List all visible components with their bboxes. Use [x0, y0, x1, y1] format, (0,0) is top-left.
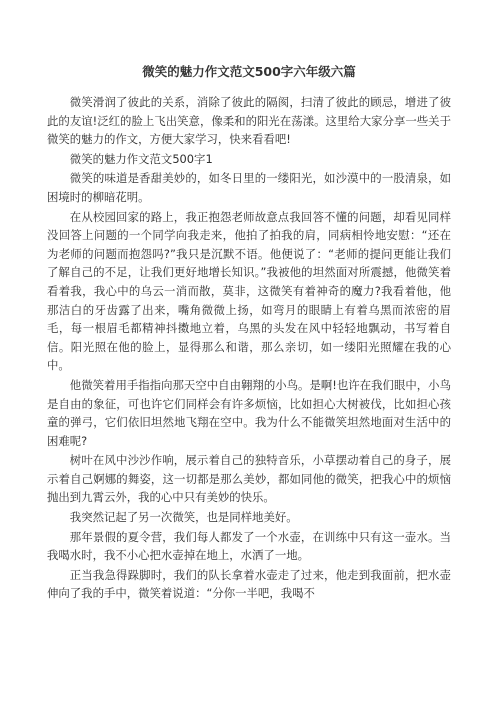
intro-paragraph: 微笑滑润了彼此的关系，消除了彼此的隔阂，扫清了彼此的顾忌，增进了彼此的友谊!泛红的脸上飞出笑意，像柔和的阳光在荡漾。这里给大家分享一些关于微笑的魅力的作文，方便大家学习，快来看看吧! — [47, 95, 451, 147]
document-title: 微笑的魅力作文范文500字六年级六篇 — [142, 64, 356, 79]
body-paragraph: 微笑的味道是香甜美妙的，如冬日里的一缕阳光，如沙漠中的一股清泉，如困境时的柳暗花明。 — [47, 171, 451, 204]
body-paragraph: 他微笑着用手指指向那天空中自由翱翔的小鸟。是啊!也许在我们眼中，小鸟是自由的象征，可也许它们同样会有许多烦恼，比如担心大树被伐，比如担心孩童的弹弓，它们依旧坦然地飞翔在空中。我为什么不能微笑坦然地面对生活中的困难呢? — [47, 377, 451, 448]
body-paragraph: 树叶在风中沙沙作响，展示着自己的独特音乐，小草摆动着自己的身子，展示着自己婀娜的舞姿，这一切都是那么美妙，都如同他的微笑，把我心中的烦恼抛出到九霄云外，我的心中只有美妙的快乐。 — [47, 453, 451, 505]
body-paragraph: 在从校园回家的路上，我正抱怨老师故意点我回答不懂的问题，却看见同样没回答上问题的一个同学向我走来，他拍了拍我的肩，同病相怜地安慰：“还在为老师的问题而抱怨吗?”我只是沉默不语。他便说了：“老师的提问更能让我们了解自己的不足，让我们更好地增长知识。”我被他的坦然面对所震撼，他微笑着看着我，我心中的乌云一消而散，莫非，这微笑有着神奇的魔力?我看着他，他那洁白的牙齿露了出来，嘴角微微上扬，如弯月的眼睛上有着乌黑而浓密的眉毛，每一根眉毛都精神抖擞地立着，乌黑的头发在风中轻轻地飘动，书写着自信。阳光照在他的脸上，显得那么和谐，那么亲切，如一缕阳光照耀在我的心中。 — [47, 209, 451, 373]
essay-heading: 微笑的魅力作文范文500字1 — [69, 151, 213, 166]
body-paragraph: 正当我急得跺脚时，我们的队长拿着水壶走了过来，他走到我面前，把水壶伸向了我的手中，微笑着说道：“分你一半吧，我喝不 — [47, 567, 451, 601]
body-paragraph: 那年景假的夏令营，我们每人都发了一个水壶，在训练中只有这一壶水。当我喝水时，我不小心把水壶掉在地上，水洒了一地。 — [47, 529, 451, 563]
body-paragraph: 我突然记起了另一次微笑，也是同样地美好。 — [69, 510, 298, 525]
